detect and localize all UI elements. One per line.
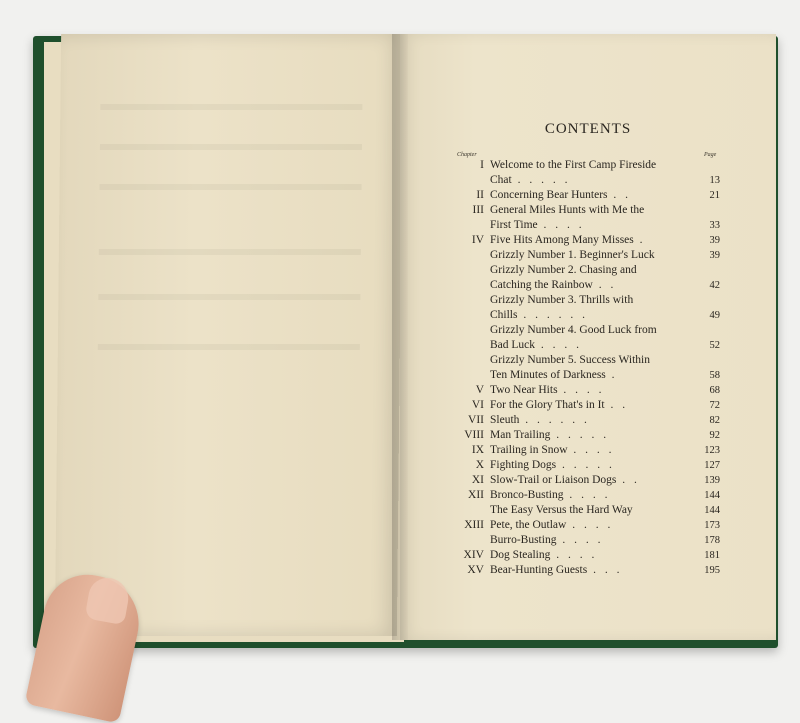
page-number: 144	[704, 505, 720, 516]
toc-entry	[440, 398, 740, 413]
chapter-title-line: Bear-Hunting Guests . . .	[490, 564, 623, 576]
page-number: 82	[709, 415, 720, 426]
chapter-title-line: Two Near Hits . . . .	[490, 384, 605, 396]
contents-title: CONTENTS	[544, 121, 632, 137]
show-through-text	[100, 184, 362, 190]
chapter-title-line: For the Glory That's in It . .	[490, 399, 629, 411]
chapter-title	[490, 263, 714, 293]
chapter-title-line: Five Hits Among Many Misses .	[490, 234, 646, 246]
chapter-title	[490, 533, 714, 548]
leader-dots: . . . . .	[556, 459, 615, 471]
toc-entry	[440, 428, 740, 443]
page-number: 72	[709, 400, 720, 411]
left-page	[55, 34, 403, 636]
toc-entry	[440, 248, 740, 263]
chapter-title	[490, 293, 714, 323]
chapter-title	[490, 488, 714, 503]
chapter-title	[490, 503, 714, 518]
show-through-text	[98, 294, 360, 300]
page-number: 127	[704, 460, 720, 471]
chapter-title	[490, 518, 714, 533]
chapter-title	[490, 323, 714, 353]
chapter-number: IV	[471, 234, 484, 246]
chapter-title-line: Bad Luck . . . .	[490, 339, 583, 351]
chapter-title	[490, 383, 714, 398]
chapter-title-line: First Time . . . .	[490, 219, 585, 231]
chapter-title	[490, 233, 714, 248]
chapter-title-line: Grizzly Number 5. Success Within	[490, 354, 650, 366]
leader-dots: . . . .	[563, 489, 611, 501]
chapter-title	[490, 443, 714, 458]
toc-entry	[440, 353, 740, 383]
page-number: 123	[704, 445, 720, 456]
chapter-title	[490, 203, 714, 233]
chapter-title	[490, 158, 714, 188]
chapter-title	[490, 398, 714, 413]
toc-entry	[440, 158, 740, 188]
chapter-title	[490, 563, 714, 578]
chapter-title-line: The Easy Versus the Hard Way	[490, 504, 633, 516]
chapter-number: VIII	[464, 429, 484, 441]
page-number: 68	[709, 385, 720, 396]
show-through-text	[98, 344, 360, 350]
toc-entry	[440, 503, 740, 518]
toc-entry	[440, 188, 740, 203]
toc-entry	[440, 293, 740, 323]
leader-dots: . . .	[587, 564, 623, 576]
chapter-title	[490, 548, 714, 563]
leader-dots: . . . . . .	[517, 309, 588, 321]
leader-dots: . . . .	[557, 384, 605, 396]
page-number: 52	[709, 340, 720, 351]
chapter-title	[490, 428, 714, 443]
chapter-title	[490, 188, 714, 203]
chapter-number: XIV	[463, 549, 484, 561]
page-number: 181	[704, 550, 720, 561]
chapter-title	[490, 473, 714, 488]
chapter-title-line: General Miles Hunts with Me the	[490, 204, 645, 216]
chapter-title-line: Fighting Dogs . . . . .	[490, 459, 615, 471]
page-number: 195	[704, 565, 720, 576]
page-number: 39	[709, 250, 720, 261]
leader-dots: . . . .	[556, 534, 604, 546]
chapter-number: I	[480, 159, 484, 171]
page-number: 21	[709, 190, 720, 201]
toc-entry	[440, 458, 740, 473]
page-number: 13	[709, 175, 720, 186]
leader-dots: . . . . .	[511, 174, 571, 186]
chapter-number: VII	[468, 414, 484, 426]
toc-entry	[440, 563, 740, 578]
leader-dots: .	[605, 369, 618, 381]
chapter-title-line: Grizzly Number 3. Thrills with	[490, 294, 634, 306]
chapter-title-line: Sleuth . . . . . .	[490, 414, 590, 426]
chapter-title-line: Trailing in Snow . . . .	[490, 444, 615, 456]
leader-dots: . . . .	[567, 444, 615, 456]
chapter-title-line: Grizzly Number 4. Good Luck from	[490, 324, 657, 336]
chapter-number: VI	[471, 399, 484, 411]
page-number: 42	[709, 280, 720, 291]
chapter-title	[490, 248, 714, 263]
chapter-title-line: Bronco-Busting . . . .	[490, 489, 611, 501]
toc-entry	[440, 473, 740, 488]
leader-dots: . .	[607, 189, 632, 201]
leader-dots: . . . .	[537, 219, 585, 231]
chapter-title-line: Slow-Trail or Liaison Dogs . .	[490, 474, 640, 486]
chapter-title-line: Grizzly Number 2. Chasing and	[490, 264, 637, 276]
chapter-title	[490, 458, 714, 473]
chapter-title-line: Grizzly Number 1. Beginner's Luck	[490, 249, 655, 261]
chapter-number: IX	[471, 444, 484, 456]
toc-entry	[440, 443, 740, 458]
toc-entry	[440, 533, 740, 548]
toc-entry	[440, 413, 740, 428]
leader-dots: . . . .	[535, 339, 583, 351]
chapter-number: II	[476, 189, 484, 201]
leader-dots: . .	[592, 279, 617, 291]
chapter-title	[490, 413, 714, 428]
toc-entry	[440, 518, 740, 533]
toc-entry	[440, 488, 740, 503]
show-through-text	[99, 249, 361, 255]
chapter-title-line: Pete, the Outlaw . . . .	[490, 519, 614, 531]
show-through-text	[100, 144, 362, 150]
chapter-title-line: Burro-Busting . . . .	[490, 534, 604, 546]
leader-dots: . . . . . .	[519, 414, 590, 426]
page-number: 39	[709, 235, 720, 246]
page-number: 139	[704, 475, 720, 486]
chapter-number: XIII	[464, 519, 484, 531]
chapter-title-line: Concerning Bear Hunters . .	[490, 189, 632, 201]
table-of-contents	[440, 158, 740, 578]
page-number: 92	[709, 430, 720, 441]
toc-entry	[440, 263, 740, 293]
chapter-number: V	[475, 384, 484, 396]
toc-entry	[440, 233, 740, 248]
chapter-title	[490, 353, 714, 383]
page-number: 173	[704, 520, 720, 531]
chapter-title-line: Ten Minutes of Darkness .	[490, 369, 618, 381]
page-number: 33	[709, 220, 720, 231]
page-number: 58	[709, 370, 720, 381]
chapter-title-line: Catching the Rainbow . .	[490, 279, 617, 291]
page-number: 178	[704, 535, 720, 546]
chapter-number: XII	[468, 489, 484, 501]
toc-entry	[440, 323, 740, 353]
chapter-number: X	[475, 459, 484, 471]
show-through-text	[100, 104, 362, 110]
chapter-number: XI	[471, 474, 484, 486]
chapter-title-line: Chat . . . . .	[490, 174, 571, 186]
leader-dots: . . . .	[550, 549, 598, 561]
chapter-title-line: Welcome to the First Camp Fireside	[490, 159, 657, 171]
chapter-number: III	[472, 204, 484, 216]
leader-dots: .	[633, 234, 646, 246]
chapter-column-heading: Chapter	[457, 152, 477, 158]
toc-entry	[440, 548, 740, 563]
toc-entry	[440, 203, 740, 233]
chapter-number: XV	[467, 564, 484, 576]
chapter-title-line: Dog Stealing . . . .	[490, 549, 598, 561]
page-column-heading: Page	[704, 152, 717, 158]
chapter-title-line: Chills . . . . . .	[490, 309, 588, 321]
leader-dots: . . . .	[566, 519, 614, 531]
page-number: 144	[704, 490, 720, 501]
leader-dots: . .	[616, 474, 640, 486]
chapter-title-line: Man Trailing . . . . .	[490, 429, 610, 441]
leader-dots: . . . . .	[550, 429, 610, 441]
page-number: 49	[709, 310, 720, 321]
leader-dots: . .	[604, 399, 629, 411]
toc-entry	[440, 383, 740, 398]
